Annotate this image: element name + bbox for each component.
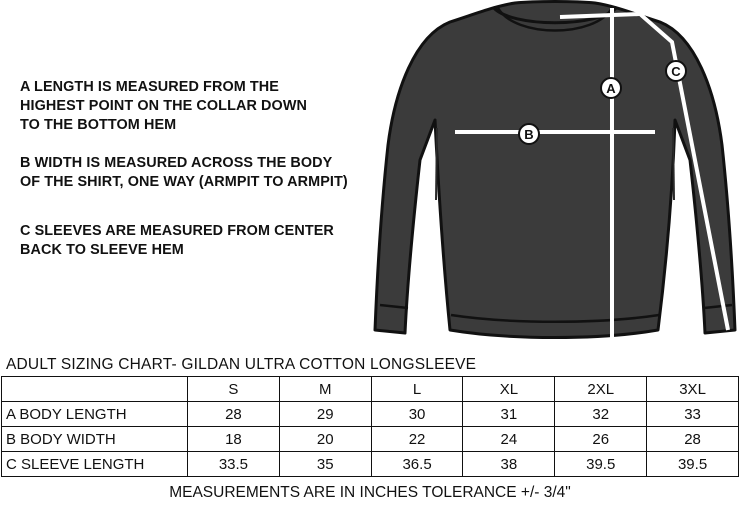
table-cell: 33 — [647, 402, 739, 427]
row-label: C SLEEVE LENGTH — [2, 452, 188, 477]
marker-c-label: C — [671, 64, 681, 79]
table-cell: 28 — [188, 402, 280, 427]
table-cell: 31 — [463, 402, 555, 427]
marker-c — [666, 61, 686, 81]
instruction-a-line-3: TO THE BOTTOM HEM — [20, 117, 177, 133]
table-cell: 39.5 — [555, 452, 647, 477]
header-cell-xl: XL — [463, 377, 555, 402]
instruction-c-line-2: BACK TO SLEEVE HEM — [20, 242, 184, 258]
marker-a-label: A — [606, 81, 616, 96]
marker-a — [601, 78, 621, 98]
instruction-b — [20, 154, 348, 192]
table-cell: 36.5 — [371, 452, 463, 477]
instruction-c-line-1: C SLEEVES ARE MEASURED FROM CENTER — [20, 223, 334, 239]
table-cell: 24 — [463, 427, 555, 452]
instruction-b-line-1: B WIDTH IS MEASURED ACROSS THE BODY — [20, 155, 333, 171]
table-header-row — [2, 377, 739, 402]
table-cell: 29 — [279, 402, 371, 427]
table-cell: 39.5 — [647, 452, 739, 477]
row-label: A BODY LENGTH — [2, 402, 188, 427]
shirt-diagram — [350, 0, 740, 345]
marker-b — [519, 124, 539, 144]
chart-title: ADULT SIZING CHART- GILDAN ULTRA COTTON LONGSLEEVE — [6, 356, 477, 373]
header-cell-s: S — [188, 377, 280, 402]
table-cell: 30 — [371, 402, 463, 427]
table-cell: 28 — [647, 427, 739, 452]
header-cell-2xl: 2XL — [555, 377, 647, 402]
measurement-footnote: MEASUREMENTS ARE IN INCHES TOLERANCE +/- 3/4" — [169, 484, 571, 501]
instruction-a — [20, 78, 307, 135]
table-cell: 33.5 — [188, 452, 280, 477]
table-cell: 35 — [279, 452, 371, 477]
table-cell: 20 — [279, 427, 371, 452]
instruction-b-line-2: OF THE SHIRT, ONE WAY (ARMPIT TO ARMPIT) — [20, 174, 348, 190]
table-row — [2, 402, 739, 427]
header-cell-m: M — [279, 377, 371, 402]
table-row — [2, 452, 739, 477]
header-cell-3xl: 3XL — [647, 377, 739, 402]
table-row — [2, 427, 739, 452]
table-cell: 38 — [463, 452, 555, 477]
instruction-c — [20, 222, 334, 260]
table-cell: 26 — [555, 427, 647, 452]
marker-b-label: B — [524, 127, 534, 142]
sizing-table — [1, 376, 739, 477]
instruction-a-line-2: HIGHEST POINT ON THE COLLAR DOWN — [20, 98, 308, 114]
header-cell-empty — [2, 377, 188, 402]
header-cell-l: L — [371, 377, 463, 402]
shirt-body — [375, 2, 735, 338]
instruction-a-line-1: A LENGTH IS MEASURED FROM THE — [20, 79, 280, 95]
row-label: B BODY WIDTH — [2, 427, 188, 452]
table-cell: 22 — [371, 427, 463, 452]
table-cell: 32 — [555, 402, 647, 427]
table-cell: 18 — [188, 427, 280, 452]
